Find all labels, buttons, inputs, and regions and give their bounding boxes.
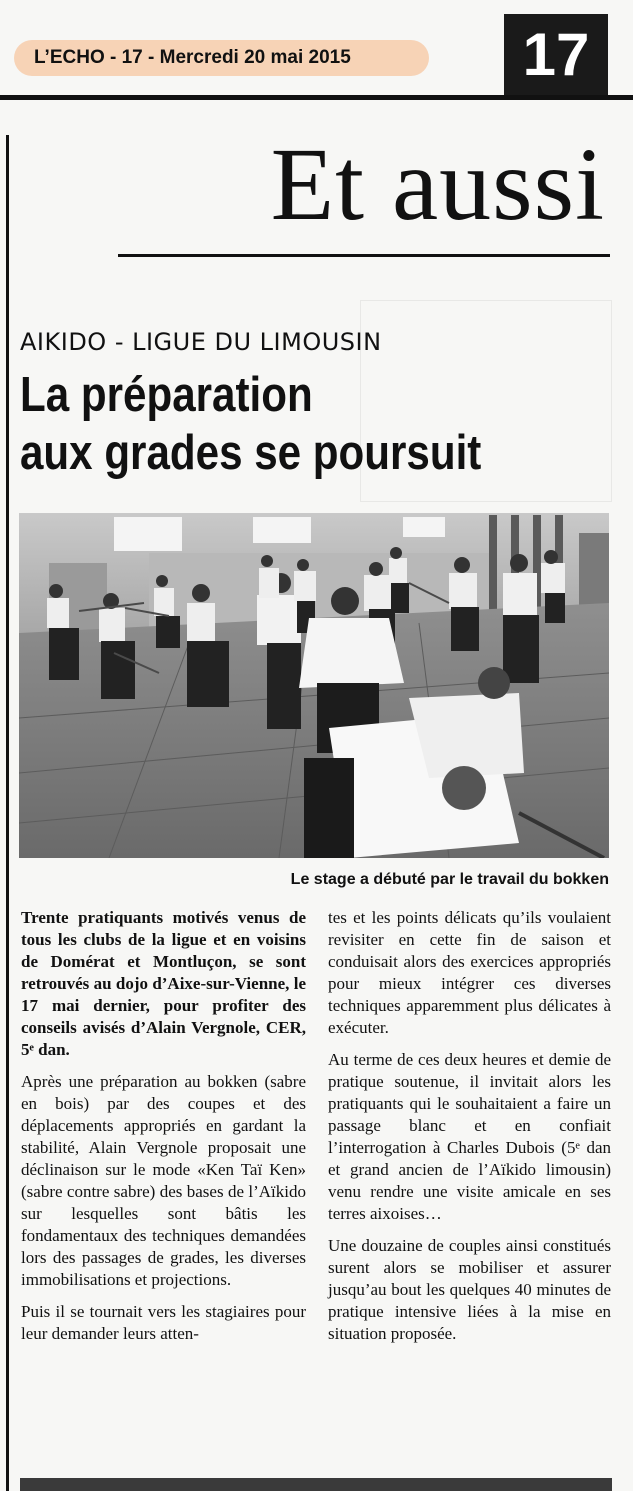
article-paragraph: Après une préparation au bokken (sabre en bois) par des coupes et des déplacements appropriés en gardant la stabilité, Alain Vergnole proposait une déclinaison sur le mode «Ken Taï Ken» (sabre contre sabre) des bases de l’Aïkido sur lesquelles sont bâtis les fondamentaux des techniques demandées lors des passages de grades, les diverses immobilisations et projections. <box>21 1072 306 1289</box>
article-paragraph: Une douzaine de couples ainsi constitués surent alors se mobiliser et assurer jusqu’au bout les quelques 40 minutes de pratique intensive liées à la mise en situation proposée. <box>328 1236 611 1343</box>
bottom-border-band <box>20 1478 612 1491</box>
practitioner-figure <box>503 554 539 683</box>
headline-line-2: aux grades se poursuit <box>20 426 482 480</box>
article-lead: Trente pratiquants motivés venus de tous les clubs de la ligue et en voisins de Domérat et Montluçon, se sont retrouvés au dojo d’Aixe-sur-Vienne, le 17 mai dernier, pour profiter des conseils avisés d’Alain Vergnole, CER, 5ᵉ dan. <box>21 908 306 1059</box>
headline-line-1: La préparation <box>20 368 313 422</box>
article-column-left <box>21 907 306 1355</box>
running-head: L’ECHO - 17 - Mercredi 20 mai 2015 <box>34 47 351 68</box>
section-title-rule <box>118 254 610 257</box>
article-paragraph: Au terme de ces deux heures et demie de pratique soutenue, il invitait alors les pratiquants qui le souhaitaient a faire un passage blanc et en confiait l’interrogation à Charles Dubois (5ᵉ dan et grand ancien de l’Aïkido limousin) venu rendre une visite amicale en ses terres aixoises… <box>328 1050 611 1223</box>
header-rule <box>0 95 633 100</box>
article-paragraph: Puis il se tournait vers les stagiaires pour leur demander leurs atten- <box>21 1302 306 1343</box>
section-title: Et aussi <box>270 127 605 242</box>
article-photo <box>19 513 609 858</box>
photo-caption: Le stage a débuté par le travail du bokken <box>290 871 609 888</box>
article-paragraph: tes et les points délicats qu’ils voulaient revisiter en cette fin de saison et conduisait alors des exercices appropriés pour mieux intégrer ces diverses techniques apparemment plus délicates à exécuter. <box>328 908 611 1037</box>
article-headline <box>20 366 536 482</box>
article-column-right <box>328 907 611 1355</box>
aikido-dojo-photo <box>19 513 609 858</box>
column-rule-left <box>6 135 9 1491</box>
page-header <box>0 0 633 100</box>
page-number: 17 <box>504 14 608 96</box>
article-kicker: AIKIDO - LIGUE DU LIMOUSIN <box>20 328 382 356</box>
